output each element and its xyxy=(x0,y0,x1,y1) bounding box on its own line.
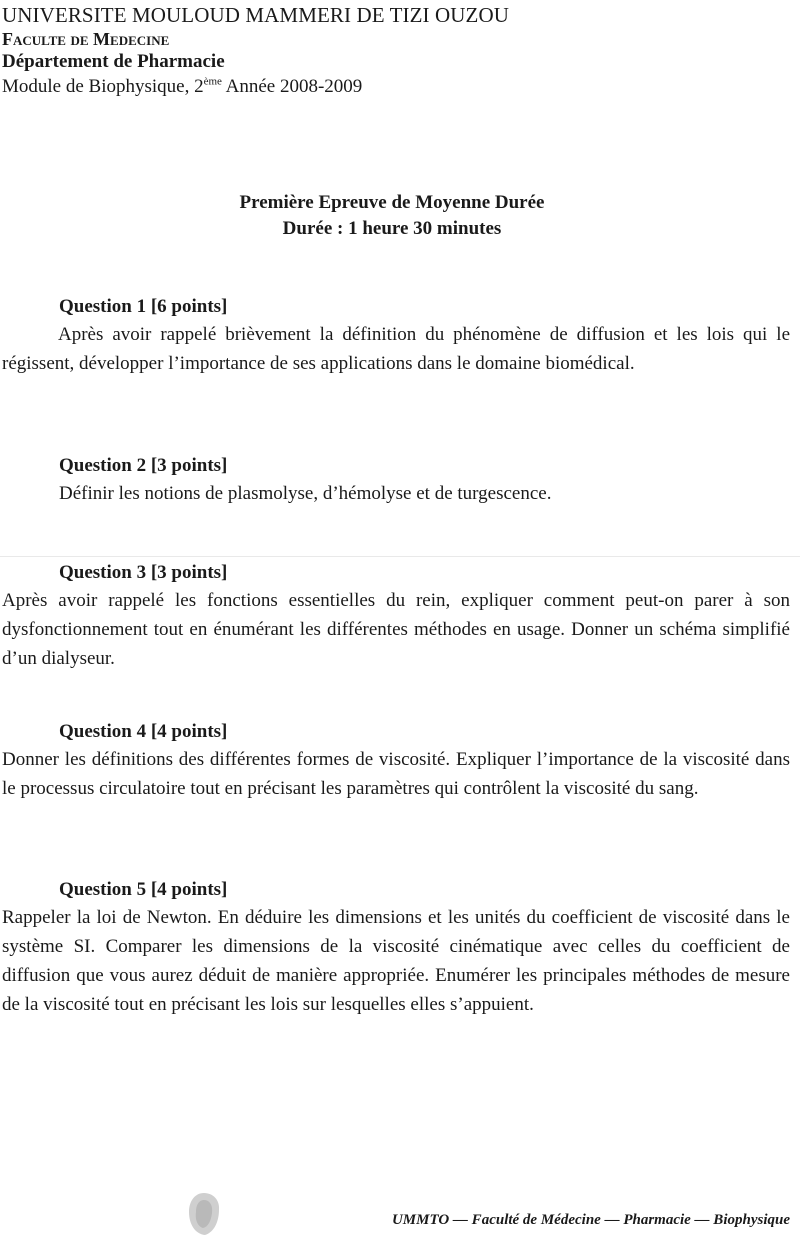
module-suffix: Année 2008-2009 xyxy=(221,76,363,97)
question-text: Rappeler la loi de Newton. En déduire les dimensions et les unités du coefficient de viscosité dans le système SI. Comparer les dimensions de la viscosité cinématique avec celles du coefficient de diffusion que vous aurez déduit de manière appropriée. Enumérer les principales méthodes de mesure de la viscosité tout en précisant les lois sur lesquelles elles s’appuient. xyxy=(2,907,790,1015)
question-2 xyxy=(2,453,790,508)
module-prefix: Module de Biophysique, 2 xyxy=(2,76,204,97)
department-name: Département de Pharmacie xyxy=(2,51,225,72)
question-text: Après avoir rappelé brièvement la définition du phénomène de diffusion et les lois qui le régissent, développer l’importance de ses applications dans le domaine biomédical. xyxy=(2,324,790,374)
page-footer: UMMTO — Faculté de Médecine — Pharmacie — Biophysique xyxy=(391,1212,790,1228)
stamp-mark-icon xyxy=(185,1190,223,1238)
question-text: Définir les notions de plasmolyse, d’hémolyse et de turgescence. xyxy=(59,483,552,504)
scan-artifact-line xyxy=(0,556,800,557)
question-4 xyxy=(2,719,790,803)
document-header xyxy=(2,2,762,100)
question-3 xyxy=(2,560,790,673)
module-superscript: ème xyxy=(203,75,222,88)
question-text: Donner les définitions des différentes formes de viscosité. Expliquer l’importance de la viscosité dans le processus circulatoire tout en précisant les paramètres qui contrôlent la viscosité du sang. xyxy=(2,749,790,799)
exam-title-block xyxy=(0,190,784,242)
question-1 xyxy=(2,294,790,378)
question-heading: Question 2 [3 points] xyxy=(59,455,228,476)
module-line xyxy=(2,74,762,100)
exam-title: Première Epreuve de Moyenne Durée xyxy=(239,192,545,213)
question-5 xyxy=(2,877,790,1019)
exam-duration: Durée : 1 heure 30 minutes xyxy=(282,218,502,239)
question-heading: Question 5 [4 points] xyxy=(59,879,228,900)
faculty-name: Faculte de Medecine xyxy=(2,29,170,49)
question-heading: Question 3 [3 points] xyxy=(59,562,228,583)
question-heading: Question 4 [4 points] xyxy=(59,721,228,742)
question-text: Après avoir rappelé les fonctions essentielles du rein, expliquer comment peut-on parer à son dysfonctionnement tout en énumérant les différentes méthodes en usage. Donner un schéma simplifié d’un dialyseur. xyxy=(2,590,790,669)
university-name: UNIVERSITE MOULOUD MAMMERI DE TIZI OUZOU xyxy=(2,3,509,27)
question-heading: Question 1 [6 points] xyxy=(59,296,228,317)
